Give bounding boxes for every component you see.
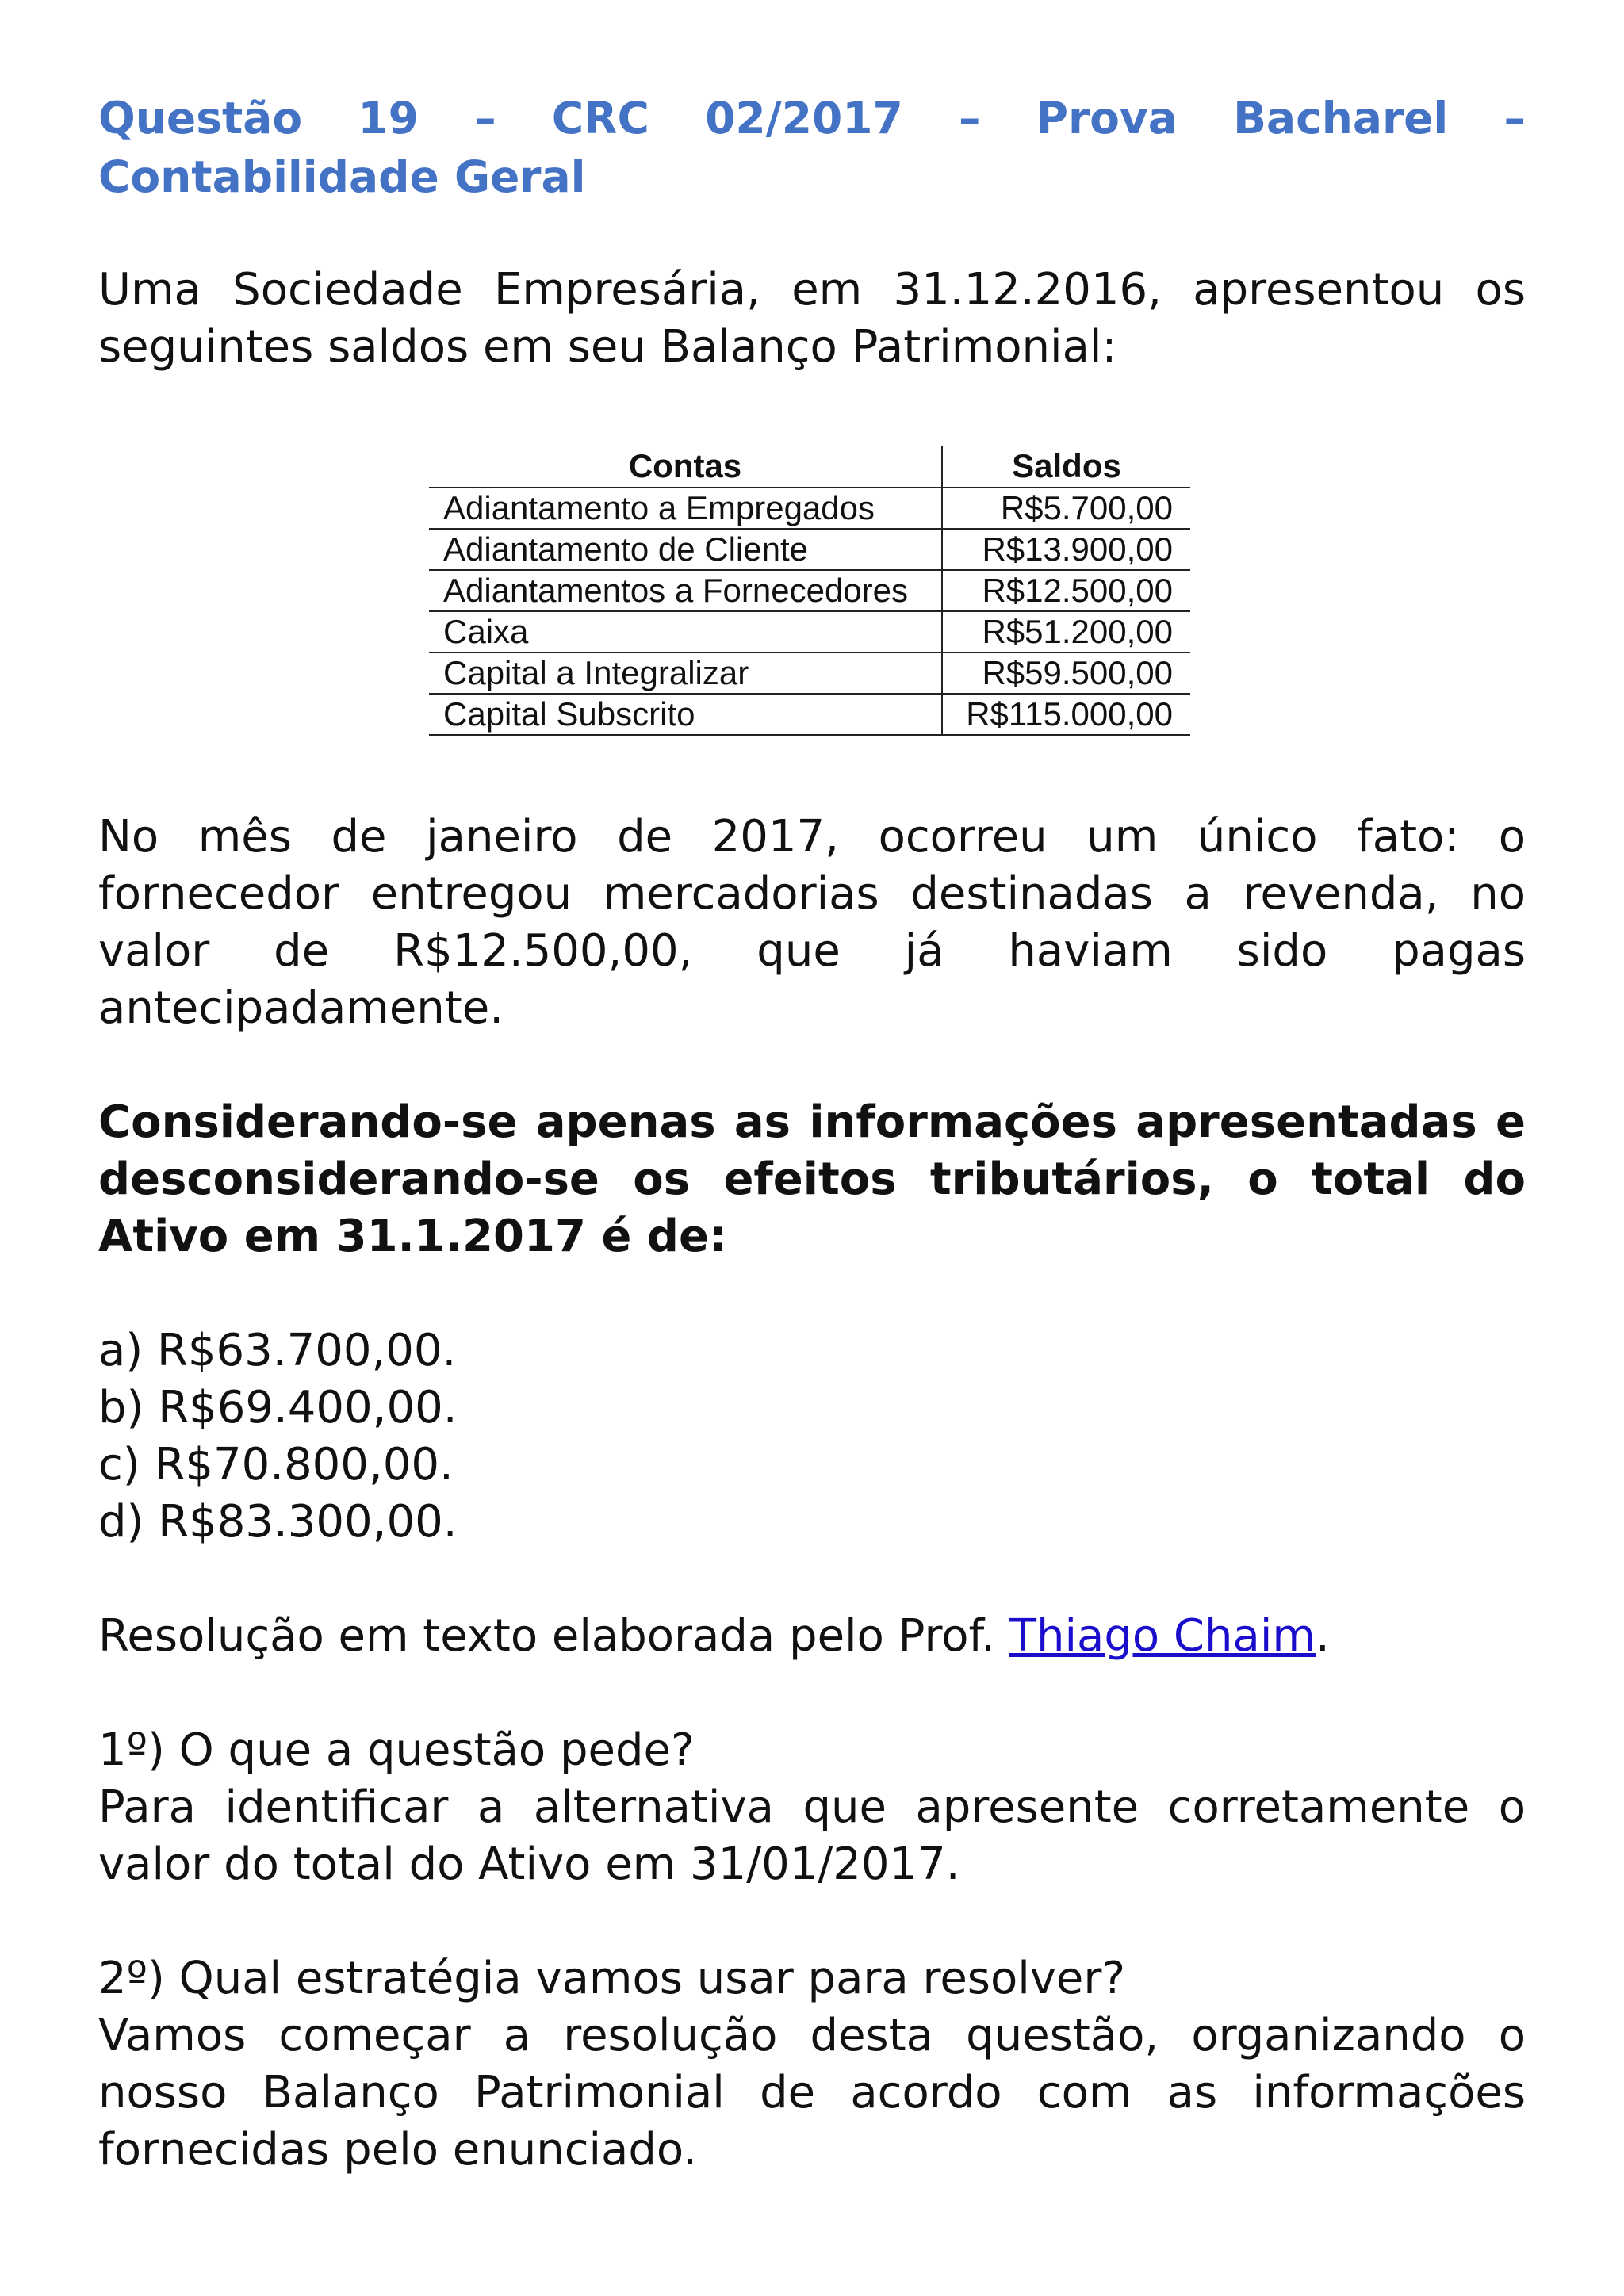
account-cell: Adiantamento a Empregados	[429, 488, 942, 529]
option-c: c) R$70.800,00.	[98, 1439, 454, 1490]
account-cell: Adiantamentos a Fornecedores	[429, 570, 942, 611]
answer-options	[98, 1322, 1526, 1551]
header-accounts: Contas	[429, 446, 942, 488]
balance-table	[429, 446, 1190, 736]
document-page	[98, 89, 1526, 2179]
question-title: Questão 19 – CRC 02/2017 – Prova Bacharel – Contabilidade Geral	[98, 93, 1526, 202]
fact-paragraph: No mês de janeiro de 2017, ocorreu um único fato: o fornecedor entregou mercadorias destinadas a revenda, no valor de R$12.500,00, que já haviam sido pagas antecipadamente.	[98, 811, 1526, 1034]
header-balances: Saldos	[942, 446, 1190, 488]
table-row	[429, 529, 1190, 570]
table-row	[429, 611, 1190, 652]
resolution-suffix: .	[1315, 1610, 1330, 1662]
balance-cell: R$59.500,00	[942, 652, 1190, 694]
resolution-credit	[98, 1608, 1526, 1665]
option-d: d) R$83.300,00.	[98, 1496, 458, 1548]
intro-paragraph: Uma Sociedade Empresária, em 31.12.2016, apresentou os seguintes saldos em seu Balanço Patrimonial:	[98, 264, 1526, 373]
option-b: b) R$69.400,00.	[98, 1382, 458, 1433]
step2-heading: 2º) Qual estratégia vamos usar para resolver?	[98, 1953, 1126, 2004]
balance-cell: R$115.000,00	[942, 694, 1190, 735]
table-row	[429, 694, 1190, 735]
balance-cell: R$51.200,00	[942, 611, 1190, 652]
balance-cell: R$5.700,00	[942, 488, 1190, 529]
table-row	[429, 570, 1190, 611]
table-header-row	[429, 446, 1190, 488]
step1-heading: 1º) O que a questão pede?	[98, 1724, 695, 1776]
option-a: a) R$63.700,00.	[98, 1325, 457, 1376]
author-link[interactable]: Thiago Chaim	[1009, 1610, 1316, 1662]
step2-text: Vamos começar a resolução desta questão, organizando o nosso Balanço Patrimonial de acordo com as informações fornecidas pelo enunciado.	[98, 2010, 1526, 2175]
balance-cell: R$13.900,00	[942, 529, 1190, 570]
table-row	[429, 488, 1190, 529]
account-cell: Adiantamento de Cliente	[429, 529, 942, 570]
account-cell: Caixa	[429, 611, 942, 652]
account-cell: Capital a Integralizar	[429, 652, 942, 694]
account-cell: Capital Subscrito	[429, 694, 942, 735]
balance-cell: R$12.500,00	[942, 570, 1190, 611]
question-statement: Considerando-se apenas as informações apresentadas e desconsiderando-se os efeitos tributários, o total do Ativo em 31.1.2017 é de:	[98, 1096, 1526, 1262]
step1-text: Para identificar a alternativa que apresente corretamente o valor do total do Ativo em 31/01/2017.	[98, 1781, 1526, 1890]
resolution-prefix: Resolução em texto elaborada pelo Prof.	[98, 1610, 1009, 1662]
table-row	[429, 652, 1190, 694]
balance-table-container	[429, 446, 1190, 736]
